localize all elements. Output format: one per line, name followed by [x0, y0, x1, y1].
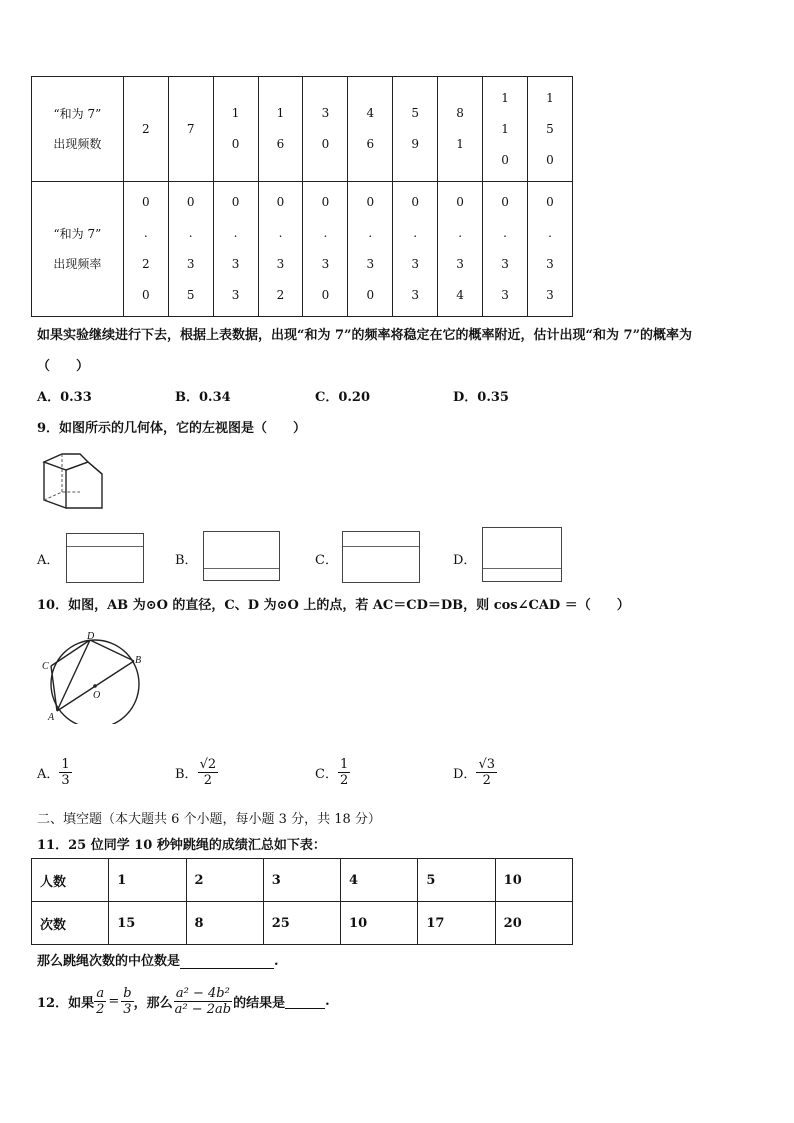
center-dot — [93, 684, 97, 688]
freq-cell: 0 . 3 2 — [258, 182, 303, 317]
table-cell: 25 — [263, 902, 340, 945]
q8-option-a[interactable]: A．0.33 — [37, 390, 92, 405]
q10-circle-diagram — [38, 628, 148, 724]
q8-option-c[interactable]: C．0.20 — [315, 390, 371, 405]
q12-question: 12．如果 $\frac{a}{2}$ = $\frac{b}{3}$ ，那么 $\frac{\text{a² − 4b²}}{\text{a² − 2ab}}$ 的结果是 . — [37, 986, 330, 1017]
q8-answer-paren: （ ） — [37, 359, 90, 374]
freq-cell: 0 . 2 0 — [123, 182, 168, 317]
q11-question-text: 11．25 位同学 10 秒钟跳绳的成绩汇总如下表： — [37, 838, 326, 853]
frequency-table — [31, 76, 573, 317]
label-b: B — [135, 655, 142, 666]
count-cell: 2 — [123, 77, 168, 182]
q10-option-b[interactable]: B． $\frac{√2}{2}$ — [175, 757, 217, 788]
count-cell: 1 5 0 — [527, 77, 572, 182]
q11-answer-blank[interactable] — [180, 954, 274, 969]
q9-option-c-label[interactable]: C． — [315, 553, 338, 568]
table-cell: 1 — [109, 859, 186, 902]
count-cell: 1 0 — [213, 77, 258, 182]
section-heading: 二、填空题（本大题共 6 个小题，每小题 3 分，共 18 分） — [37, 812, 381, 827]
q9-option-a-label[interactable]: A． — [37, 553, 60, 568]
table-cell: 15 — [109, 902, 186, 945]
circle-o — [51, 640, 142, 724]
q10-option-a[interactable]: A． $\frac{1}{3}$ — [37, 757, 70, 788]
label-a: A — [48, 712, 55, 723]
q9-option-d-view[interactable] — [482, 527, 562, 582]
freq-cell: 0 . 3 3 — [527, 182, 572, 317]
count-cell: 8 1 — [438, 77, 483, 182]
q10-option-d[interactable]: D． $\frac{√3}{2}$ — [453, 757, 495, 788]
freq-cell: 0 . 3 3 — [483, 182, 528, 317]
row-label-count: “和为 7” 出现频数 — [32, 77, 124, 182]
q8-question-text: 如果实验继续进行下去，根据上表数据，出现“和为 7”的频率将稳定在它的概率附近，估计出现“和为 7”的概率为 — [37, 328, 693, 343]
label-o: O — [93, 690, 101, 701]
label-d: D — [87, 631, 95, 642]
q9-option-d-label[interactable]: D． — [453, 553, 477, 568]
table-cell: 4 — [341, 859, 418, 902]
table-cell: 5 — [418, 859, 495, 902]
q10-option-c[interactable]: C． $\frac{1}{2}$ — [315, 757, 349, 788]
table-cell: 17 — [418, 902, 495, 945]
solid-top-face — [44, 454, 88, 470]
count-cell: 5 9 — [393, 77, 438, 182]
count-cell: 1 6 — [258, 77, 303, 182]
count-cell: 3 0 — [303, 77, 348, 182]
freq-cell: 0 . 3 0 — [303, 182, 348, 317]
header-cell: 人数 — [32, 859, 109, 902]
table-cell: 8 — [186, 902, 263, 945]
count-cell: 1 1 0 — [483, 77, 528, 182]
q12-answer-blank[interactable] — [285, 994, 325, 1009]
jump-rope-table — [31, 858, 573, 945]
count-cell: 4 6 — [348, 77, 393, 182]
freq-cell: 0 . 3 5 — [168, 182, 213, 317]
solid-hidden-edges — [44, 492, 80, 500]
q9-question-text: 9．如图所示的几何体，它的左视图是（ ） — [37, 421, 307, 436]
freq-cell: 0 . 3 0 — [348, 182, 393, 317]
freq-cell: 0 . 3 4 — [438, 182, 483, 317]
q11-answer-line: 那么跳绳次数的中位数是 . — [37, 954, 279, 969]
q8-option-b[interactable]: B．0.34 — [175, 390, 231, 405]
q9-solid-figure — [40, 452, 108, 512]
count-cell: 7 — [168, 77, 213, 182]
q9-option-b-label[interactable]: B． — [175, 553, 198, 568]
q8-option-d[interactable]: D．0.35 — [453, 390, 509, 405]
freq-cell: 0 . 3 3 — [393, 182, 438, 317]
row-label-frequency: “和为 7” 出现频率 — [32, 182, 124, 317]
q9-option-b-view[interactable] — [203, 531, 280, 581]
label-c: C — [42, 661, 49, 672]
table-cell: 2 — [186, 859, 263, 902]
q10-question-text: 10．如图，AB 为⊙O 的直径，C、D 为⊙O 上的点，若 AC＝CD＝DB，则 cos∠CAD ＝（ ） — [37, 598, 630, 613]
freq-cell: 0 . 3 3 — [213, 182, 258, 317]
table-cell: 20 — [495, 902, 572, 945]
q9-option-a-view[interactable] — [66, 533, 144, 583]
table-cell: 10 — [341, 902, 418, 945]
table-cell: 3 — [263, 859, 340, 902]
q9-option-c-view[interactable] — [342, 531, 420, 583]
table-cell: 10 — [495, 859, 572, 902]
header-cell: 次数 — [32, 902, 109, 945]
